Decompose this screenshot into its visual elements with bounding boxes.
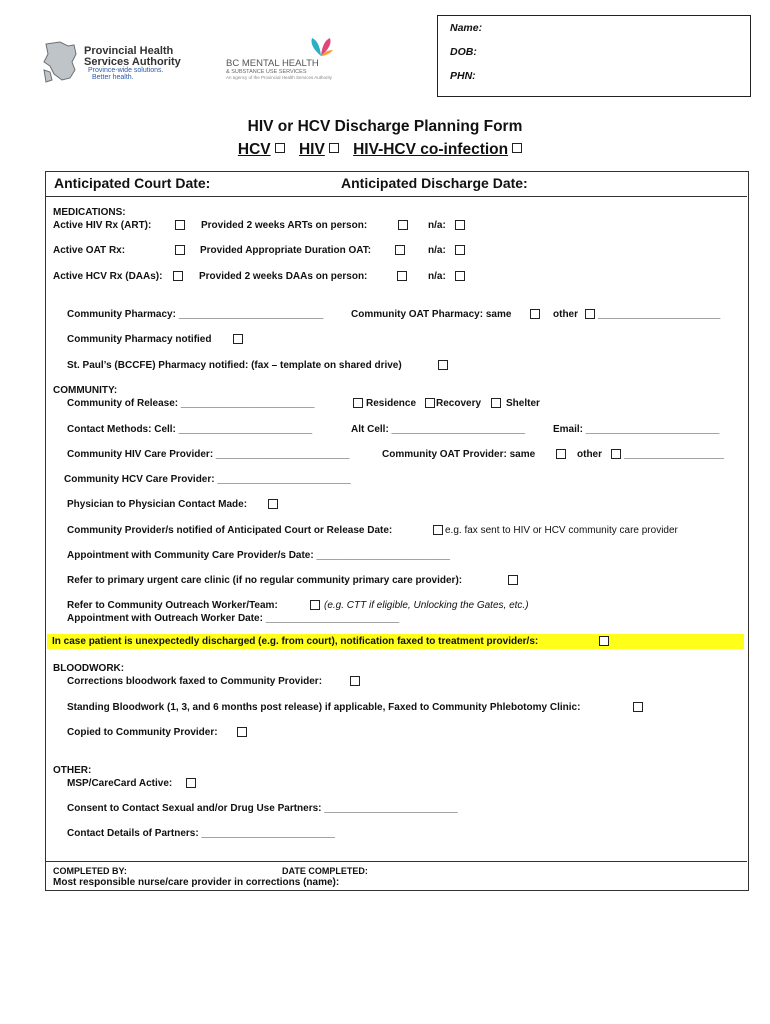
patient-info-box — [437, 15, 751, 97]
hiv-provided-label: Provided 2 weeks ARTs on person: — [201, 220, 368, 231]
hiv-na-checkbox[interactable] — [455, 220, 465, 230]
medications-heading: MEDICATIONS: — [53, 207, 126, 218]
copied-provider-label: Copied to Community Provider: — [67, 727, 218, 738]
responsible-provider-field[interactable]: Most responsible nurse/care provider in corrections (name): — [53, 877, 340, 888]
oat-provider-same-checkbox[interactable] — [556, 449, 566, 459]
bcmh-logo — [222, 36, 342, 84]
pharmacy-notified-checkbox[interactable] — [233, 334, 243, 344]
consent-field[interactable]: Consent to Contact Sexual and/or Drug Use Partners: ________________________ — [67, 803, 458, 814]
court-date-label: Anticipated Court Date: — [54, 175, 211, 191]
completed-by-label: COMPLETED BY: — [53, 866, 127, 876]
other-pharmacy-field[interactable]: ______________________ — [598, 309, 721, 320]
hcv-provider-field[interactable]: Community HCV Care Provider: ________________________ — [64, 474, 351, 485]
st-pauls-label: St. Paul’s (BCCFE) Pharmacy notified: (fax – template on shared drive) — [67, 360, 402, 371]
footer-divider — [45, 861, 747, 862]
shelter-label: Shelter — [506, 398, 540, 409]
option-hiv-label: HIV — [298, 141, 325, 158]
bcmh-line2: & SUBSTANCE USE SERVICES — [226, 69, 307, 75]
other-provider-field[interactable]: __________________ — [624, 449, 725, 460]
outreach-example: (e.g. CTT if eligible, Unlocking the Gates, etc.) — [324, 600, 529, 611]
oat-rx-label: Active OAT Rx: — [53, 245, 126, 256]
copied-provider-checkbox[interactable] — [237, 727, 247, 737]
other-provider-label: other — [577, 449, 602, 460]
oat-na-checkbox[interactable] — [455, 245, 465, 255]
providers-notified-label: Community Provider/s notified of Anticipated Court or Release Date: — [67, 525, 393, 536]
hcv-na-checkbox[interactable] — [455, 271, 465, 281]
oat-provider-label: Community OAT Provider: same — [382, 449, 536, 460]
hiv-rx-label: Active HIV Rx (ART): — [53, 220, 152, 231]
dates-row — [45, 171, 747, 197]
pharmacy-notified-label: Community Pharmacy notified — [67, 334, 212, 345]
recovery-checkbox[interactable] — [425, 398, 435, 408]
other-pharmacy-checkbox[interactable] — [585, 309, 595, 319]
hiv-na-label: n/a: — [428, 220, 446, 231]
form-title: HIV or HCV Discharge Planning Form — [247, 118, 523, 135]
hiv-provided-checkbox[interactable] — [398, 220, 408, 230]
physician-contact-checkbox[interactable] — [268, 499, 278, 509]
residence-checkbox[interactable] — [353, 398, 363, 408]
partners-field[interactable]: Contact Details of Partners: ________________________ — [67, 828, 335, 839]
other-provider-checkbox[interactable] — [611, 449, 621, 459]
physician-contact-label: Physician to Physician Contact Made: — [67, 499, 248, 510]
oat-rx-checkbox[interactable] — [175, 245, 185, 255]
hcv-na-label: n/a: — [428, 271, 446, 282]
hcv-rx-checkbox[interactable] — [173, 271, 183, 281]
oat-provided-label: Provided Appropriate Duration OAT: — [200, 245, 372, 256]
outreach-checkbox[interactable] — [310, 600, 320, 610]
phsa-logo — [40, 40, 190, 84]
release-field[interactable]: Community of Release: ________________________ — [67, 398, 315, 409]
option-coinfection-checkbox[interactable] — [512, 143, 522, 153]
option-coinfection-label: HIV-HCV co-infection — [353, 141, 509, 158]
other-pharmacy-label: other — [553, 309, 578, 320]
dob-label: DOB: — [450, 46, 477, 58]
shelter-checkbox[interactable] — [491, 398, 501, 408]
corrections-bloodwork-label: Corrections bloodwork faxed to Community Provider: — [67, 676, 323, 687]
phsa-name-line2: Services Authority — [84, 56, 181, 68]
phsa-tagline1: Province-wide solutions. — [88, 67, 164, 74]
appointment-field[interactable]: Appointment with Community Care Provider/s Date: ________________________ — [67, 550, 450, 561]
providers-notified-example: e.g. fax sent to HIV or HCV community care provider — [445, 525, 678, 536]
urgent-care-label: Refer to primary urgent care clinic (if no regular community primary care provider): — [67, 575, 463, 586]
community-heading: COMMUNITY: — [53, 385, 118, 396]
st-pauls-checkbox[interactable] — [438, 360, 448, 370]
oat-pharmacy-same-checkbox[interactable] — [530, 309, 540, 319]
hcv-rx-label: Active HCV Rx (DAAs): — [53, 271, 163, 282]
unexpected-discharge-label: In case patient is unexpectedly discharged (e.g. from court), notification faxed to treatment provider/s: — [52, 636, 539, 647]
unexpected-discharge-checkbox[interactable] — [599, 636, 609, 646]
bcmh-line3: An agency of the Provincial Health Services Authority — [226, 75, 333, 80]
bc-map-icon — [40, 40, 80, 84]
hiv-provider-field[interactable]: Community HIV Care Provider: ________________________ — [67, 449, 350, 460]
option-hiv-checkbox[interactable] — [329, 143, 339, 153]
standing-bloodwork-checkbox[interactable] — [633, 702, 643, 712]
residence-label: Residence — [366, 398, 417, 409]
oat-pharmacy-label: Community OAT Pharmacy: same — [351, 309, 512, 320]
other-heading: OTHER: — [53, 765, 92, 776]
title-options — [0, 141, 770, 159]
unexpected-discharge-highlight — [47, 634, 744, 649]
contact-cell-field[interactable]: Contact Methods: Cell: ________________________ — [67, 424, 313, 435]
phsa-name-line1: Provincial Health — [84, 45, 174, 57]
hcv-provided-label: Provided 2 weeks DAAs on person: — [199, 271, 368, 282]
phsa-tagline2: Better health. — [92, 74, 134, 81]
bcmh-line1: BC MENTAL HEALTH — [226, 58, 319, 69]
bloodwork-heading: BLOODWORK: — [53, 663, 125, 674]
outreach-label: Refer to Community Outreach Worker/Team: — [67, 600, 278, 611]
email-field[interactable]: Email: ________________________ — [553, 424, 720, 435]
hiv-rx-checkbox[interactable] — [175, 220, 185, 230]
providers-notified-checkbox[interactable] — [433, 525, 443, 535]
hcv-provided-checkbox[interactable] — [397, 271, 407, 281]
discharge-date-label: Anticipated Discharge Date: — [341, 175, 528, 191]
oat-na-label: n/a: — [428, 245, 446, 256]
standing-bloodwork-label: Standing Bloodwork (1, 3, and 6 months post release) if applicable, Faxed to Community Phlebotomy Clinic: — [67, 702, 581, 713]
phn-label: PHN: — [450, 70, 476, 82]
date-completed-label: DATE COMPLETED: — [282, 866, 368, 876]
oat-provided-checkbox[interactable] — [395, 245, 405, 255]
msp-label: MSP/CareCard Active: — [67, 778, 173, 789]
alt-cell-field[interactable]: Alt Cell: ________________________ — [351, 424, 526, 435]
community-pharmacy-field[interactable]: Community Pharmacy: __________________________ — [67, 309, 324, 320]
option-hcv-label: HCV — [237, 141, 271, 158]
option-hcv-checkbox[interactable] — [275, 143, 285, 153]
corrections-bloodwork-checkbox[interactable] — [350, 676, 360, 686]
name-label: Name: — [450, 22, 483, 34]
recovery-label: Recovery — [436, 398, 482, 409]
butterfly-icon — [306, 36, 336, 58]
outreach-appointment-field[interactable]: Appointment with Outreach Worker Date: ________________________ — [67, 613, 400, 624]
msp-checkbox[interactable] — [186, 778, 196, 788]
urgent-care-checkbox[interactable] — [508, 575, 518, 585]
